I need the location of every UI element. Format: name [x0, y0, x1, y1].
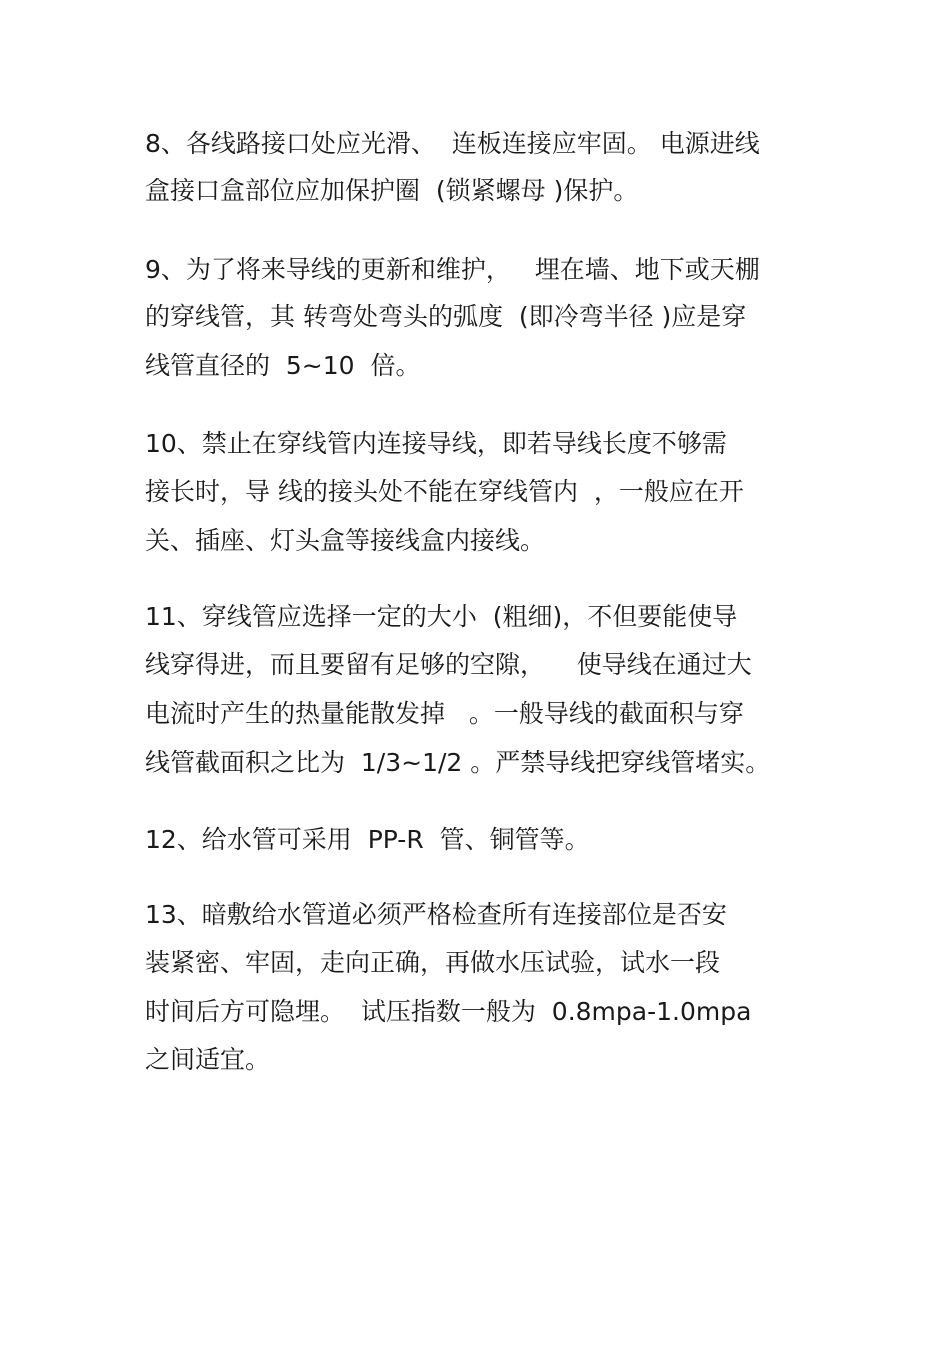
item-13-line-3: 时间后方可隐埋。 试压指数一般为 0.8mpa-1.0mpa: [145, 997, 752, 1026]
item-11-line-1: 11、穿线管应选择一定的大小 (粗细)，不但要能使导: [145, 602, 738, 631]
item-9-line-3: 线管直径的 5~10 倍。: [145, 351, 421, 380]
item-11-line-3: 电流时产生的热量能散发掉 。一般导线的截面积与穿: [145, 699, 744, 728]
item-8-line-2: 盒接口盒部位应加保护圈 (锁紧螺母 )保护。: [145, 176, 639, 205]
item-13-line-2: 装紧密、牢固，走向正确，再做水压试验，试水一段: [145, 948, 721, 977]
item-9-line-1: 9、为了将来导线的更新和维护， 埋在墙、地下或天棚: [145, 255, 760, 284]
item-11-line-2: 线穿得进，而且要留有足够的空隙， 使导线在通过大: [145, 650, 752, 679]
item-10-line-3: 关、插座、灯头盒等接线盒内接线。: [145, 526, 546, 555]
item-10-line-2: 接长时，导 线的接头处不能在穿线管内 ，一般应在开: [145, 477, 744, 506]
item-13-line-4: 之间适宜。: [145, 1045, 271, 1074]
item-13-line-1: 13、暗敷给水管道必须严格检查所有连接部位是否安: [145, 900, 727, 929]
item-12-line-1: 12、给水管可采用 PP-R 管、铜管等。: [145, 825, 590, 854]
item-10-line-1: 10、禁止在穿线管内连接导线，即若导线长度不够需: [145, 429, 727, 458]
item-11-line-4: 线管截面积之比为 1/3~1/2 。严禁导线把穿线管堵实。: [145, 748, 771, 777]
item-8-line-1: 8、各线路接口处应光滑、 连板连接应牢固。 电源进线: [145, 129, 760, 158]
item-9-line-2: 的穿线管，其 转弯处弯头的弧度 (即冷弯半径 )应是穿: [145, 302, 747, 331]
